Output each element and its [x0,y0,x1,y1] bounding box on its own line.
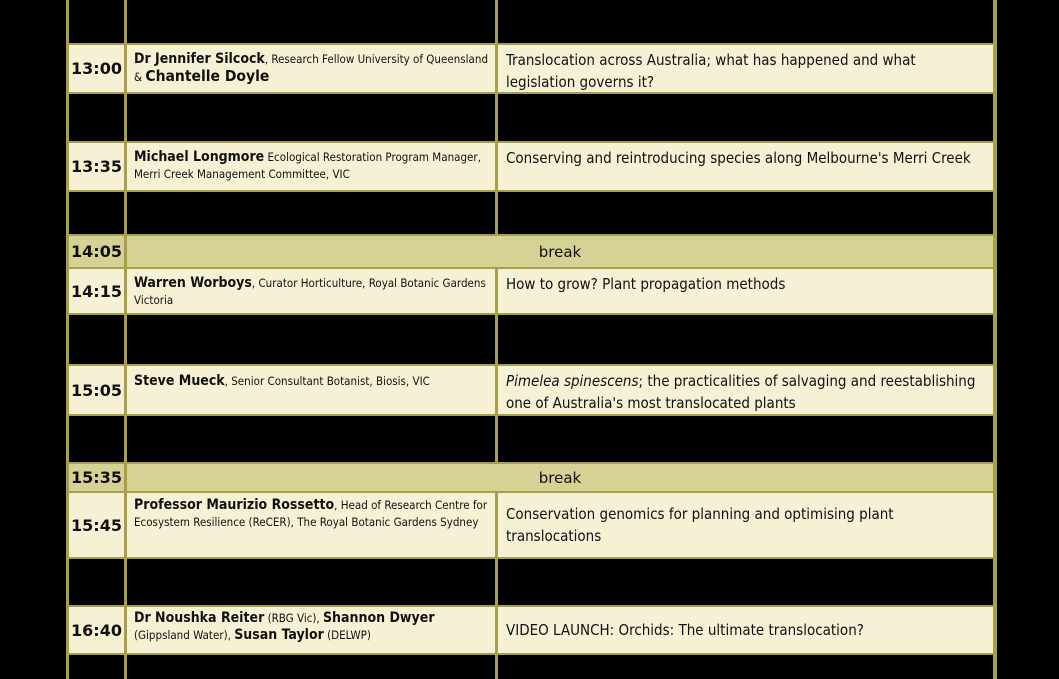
speaker-role: , Head of Research Centre for Ecosystem Resilience (ReCER), The Royal Botanic Gardens Sydney [134,498,488,529]
session-topic: Translocation across Australia; what has happened and what legislation governs it? [498,45,993,92]
speaker-name: Michael Longmore [134,149,265,165]
break-row [66,464,997,491]
session-time: 16:40 [69,607,124,653]
speaker-name: Warren Worboys [134,275,252,291]
session-speaker [127,366,495,414]
session-speaker [127,45,495,92]
speaker-role: , Senior Consultant Botanist, Biosis, VIC [224,374,430,388]
session-row [66,493,997,557]
session-speaker [127,143,495,190]
break-time: 14:05 [69,236,124,267]
speaker-name: Chantelle Doyle [145,67,270,85]
session-time: 13:35 [69,143,124,190]
speaker-name: Dr Jennifer Silcock [134,51,265,67]
session-time: 13:00 [69,45,124,92]
empty-row [66,0,997,43]
break-time: 15:35 [69,464,124,491]
session-topic: Conserving and reintroducing species along Melbourne's Merri Creek [498,143,993,190]
session-row [66,366,997,414]
speaker-role: Ecological Restoration Program Manager, Merri Creek Management Committee, VIC [134,150,481,181]
session-topic [498,366,993,414]
speaker-name: Dr Noushka Reiter [134,610,265,626]
session-row [66,45,997,92]
session-row [66,269,997,313]
break-row [66,236,997,267]
empty-row [66,94,997,141]
speaker-name: Susan Taylor [234,627,324,643]
topic-text: ; the practicalities of salvaging and reestablishing one of Australia's most translocated plants [506,372,976,412]
speaker-role: , Research Fellow University of Queensland & [134,52,489,84]
empty-row [66,315,997,364]
speaker-role: , Curator Horticulture, Royal Botanic Gardens Victoria [134,276,486,307]
speaker-role: (Gippsland Water), [134,628,235,642]
session-speaker [127,493,495,557]
speaker-name: Steve Mueck [134,373,225,389]
break-label: break [127,236,993,267]
empty-row [66,192,997,234]
session-topic: VIDEO LAUNCH: Orchids: The ultimate translocation? [498,607,993,653]
species-name: Pimelea spinescens [506,372,639,390]
session-time: 15:45 [69,493,124,557]
empty-row [66,655,997,679]
session-speaker [127,607,495,653]
session-topic: Conservation genomics for planning and optimising plant translocations [498,493,993,557]
session-time: 14:15 [69,269,124,313]
session-row [66,607,997,653]
session-topic: How to grow? Plant propagation methods [498,269,993,313]
speaker-role: (DELWP) [323,628,371,642]
session-speaker [127,269,495,313]
speaker-role: (RBG Vic), [264,611,323,625]
empty-row [66,416,997,462]
session-row [66,143,997,190]
schedule-table [66,0,997,679]
session-time: 15:05 [69,366,124,414]
speaker-name: Shannon Dwyer [322,610,435,626]
empty-row [66,559,997,605]
speaker-name: Professor Maurizio Rossetto [134,497,335,513]
break-label: break [127,464,993,491]
